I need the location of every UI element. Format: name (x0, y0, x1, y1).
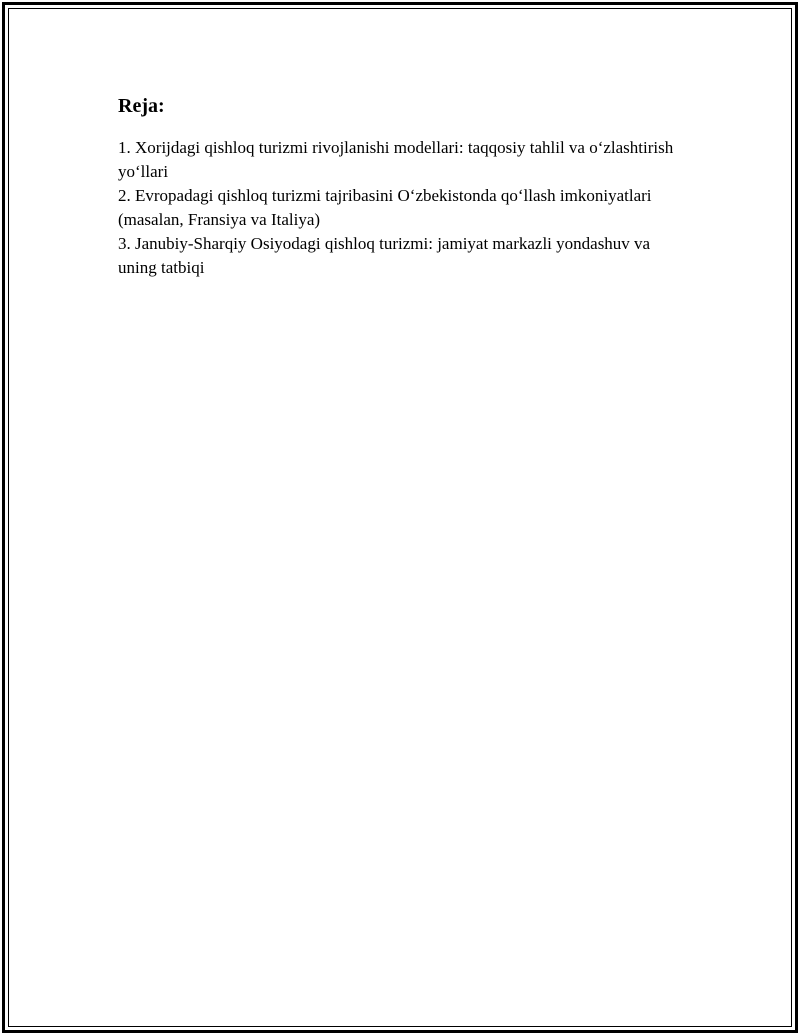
plan-list (118, 136, 678, 280)
plan-heading: Reja: (118, 95, 165, 117)
plan-item-2: 2. Evropadagi qishloq turizmi tajribasini O‘zbekistonda qo‘llash imkoniyatlari (masalan, Fransiya va Italiya) (118, 186, 652, 229)
document-body (118, 92, 678, 280)
plan-item-1: 1. Xorijdagi qishloq turizmi rivojlanishi modellari: taqqosiy tahlil va o‘zlashtirish yo‘llari (118, 138, 674, 181)
plan-item-3: 3. Janubiy-Sharqiy Osiyodagi qishloq turizmi: jamiyat markazli yondashuv va uning tatbiqi (118, 234, 651, 277)
